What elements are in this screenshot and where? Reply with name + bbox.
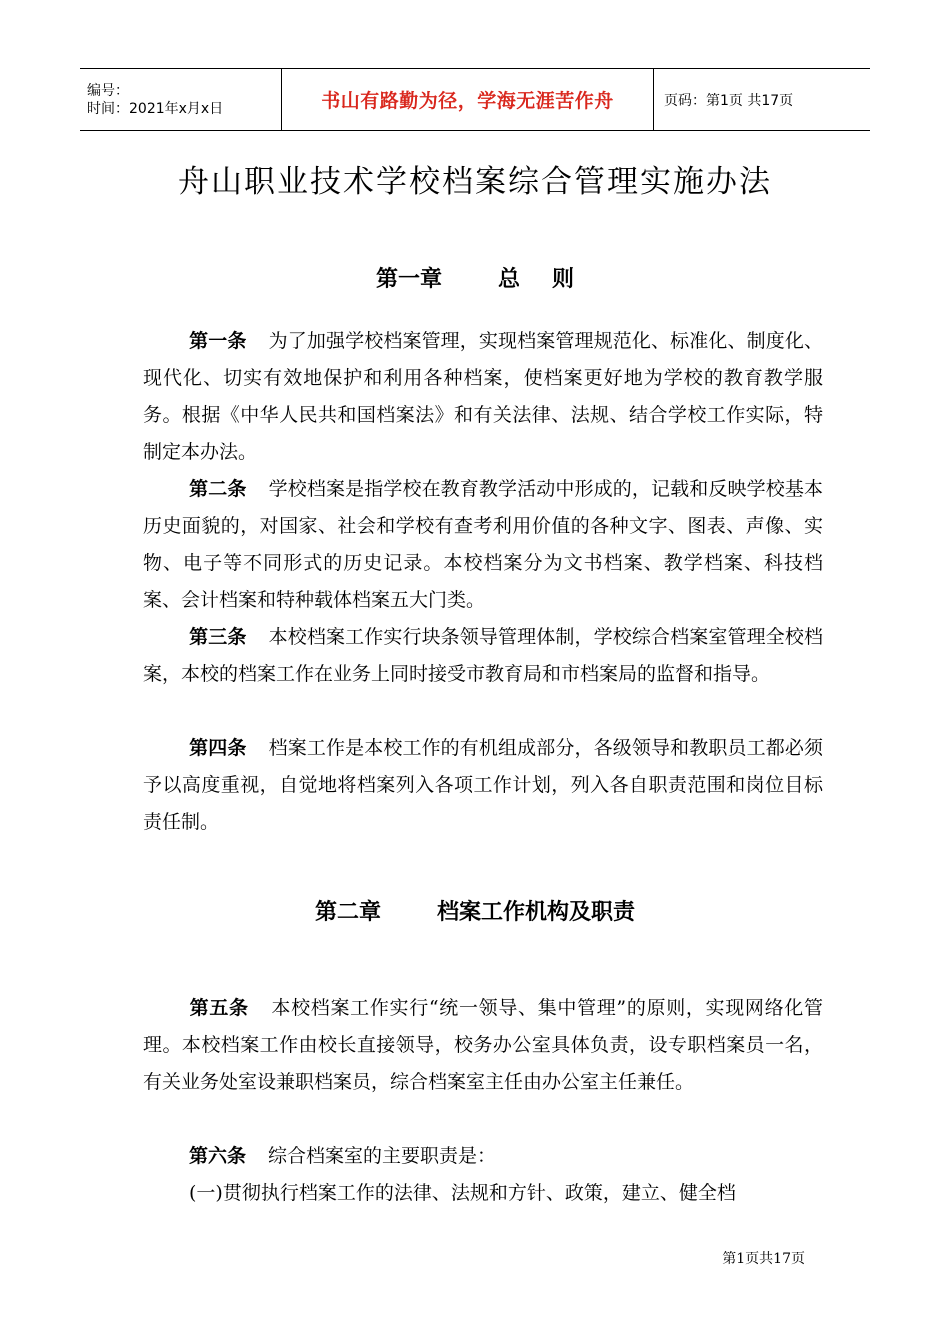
document-title: 舟山职业技术学校档案综合管理实施办法 [178,164,772,200]
article-label: 第一条 [189,330,247,352]
list-item-text: (一)贯彻执行档案工作的法律、法规和方针、政策，建立、健全档 [189,1182,736,1204]
header-motto-cell [281,69,654,130]
article-label: 第三条 [189,626,247,648]
article-text: 本校档案工作实行块条领导管理体制，学校综合档案室管理全校档案，本校的档案工作在业务上同时接受市教育局和市档案局的监督和指导。 [143,626,823,685]
article-label: 第六条 [189,1145,247,1167]
list-item-1 [143,1175,823,1212]
article-6 [143,1138,823,1175]
time-label: 时间：2021年x月x日 [87,100,224,117]
chapter-1-name-a: 总 [497,267,520,292]
header-page-info: 页码：第1页 共17页 [664,92,794,109]
chapter-1-heading [0,262,950,293]
article-text: 本校档案工作实行“统一领导、集中管理”的原则，实现网络化管理。本校档案工作由校长直接领导，校务办公室具体负责，设专职档案员一名，有关业务处室设兼职档案员，综合档案室主任由办公室主任兼任。 [143,997,823,1093]
article-2 [143,471,823,619]
number-label: 编号： [87,82,129,99]
article-text: 综合档案室的主要职责是： [268,1145,497,1167]
article-text: 学校档案是指学校在教育教学活动中形成的，记载和反映学校基本历史面貌的，对国家、社会和学校有查考利用价值的各种文字、图表、声像、实物、电子等不同形式的历史记录。本校档案分为文书档案、教学档案、科技档案、会计档案和特种载体档案五大门类。 [143,478,823,611]
article-4 [143,730,823,841]
article-1 [143,323,823,471]
chapter-2-number: 第二章 [314,900,381,925]
header-motto: 书山有路勤为径，学海无涯苦作舟 [321,90,614,112]
header-meta [80,69,281,130]
article-label: 第四条 [189,737,247,759]
chapter-2-name: 档案工作机构及职责 [437,900,636,925]
chapter-2-heading [0,895,950,926]
chapter-1-name-b: 则 [552,267,575,292]
page-footer: 第1页共17页 [722,1251,805,1267]
article-text: 档案工作是本校工作的有机组成部分，各级领导和教职员工都必须予以高度重视，自觉地将档案列入各项工作计划，列入各自职责范围和岗位目标责任制。 [143,737,823,833]
article-3 [143,619,823,693]
article-5 [143,990,823,1101]
article-label: 第五条 [189,997,249,1019]
article-label: 第二条 [189,478,247,500]
page-header [80,68,870,131]
article-text: 为了加强学校档案管理，实现档案管理规范化、标准化、制度化、现代化、切实有效地保护和利用各种档案，使档案更好地为学校的教育教学服务。根据《中华人民共和国档案法》和有关法律、法规、结合学校工作实际，特制定本办法。 [143,330,823,463]
chapter-1-number: 第一章 [375,267,442,292]
